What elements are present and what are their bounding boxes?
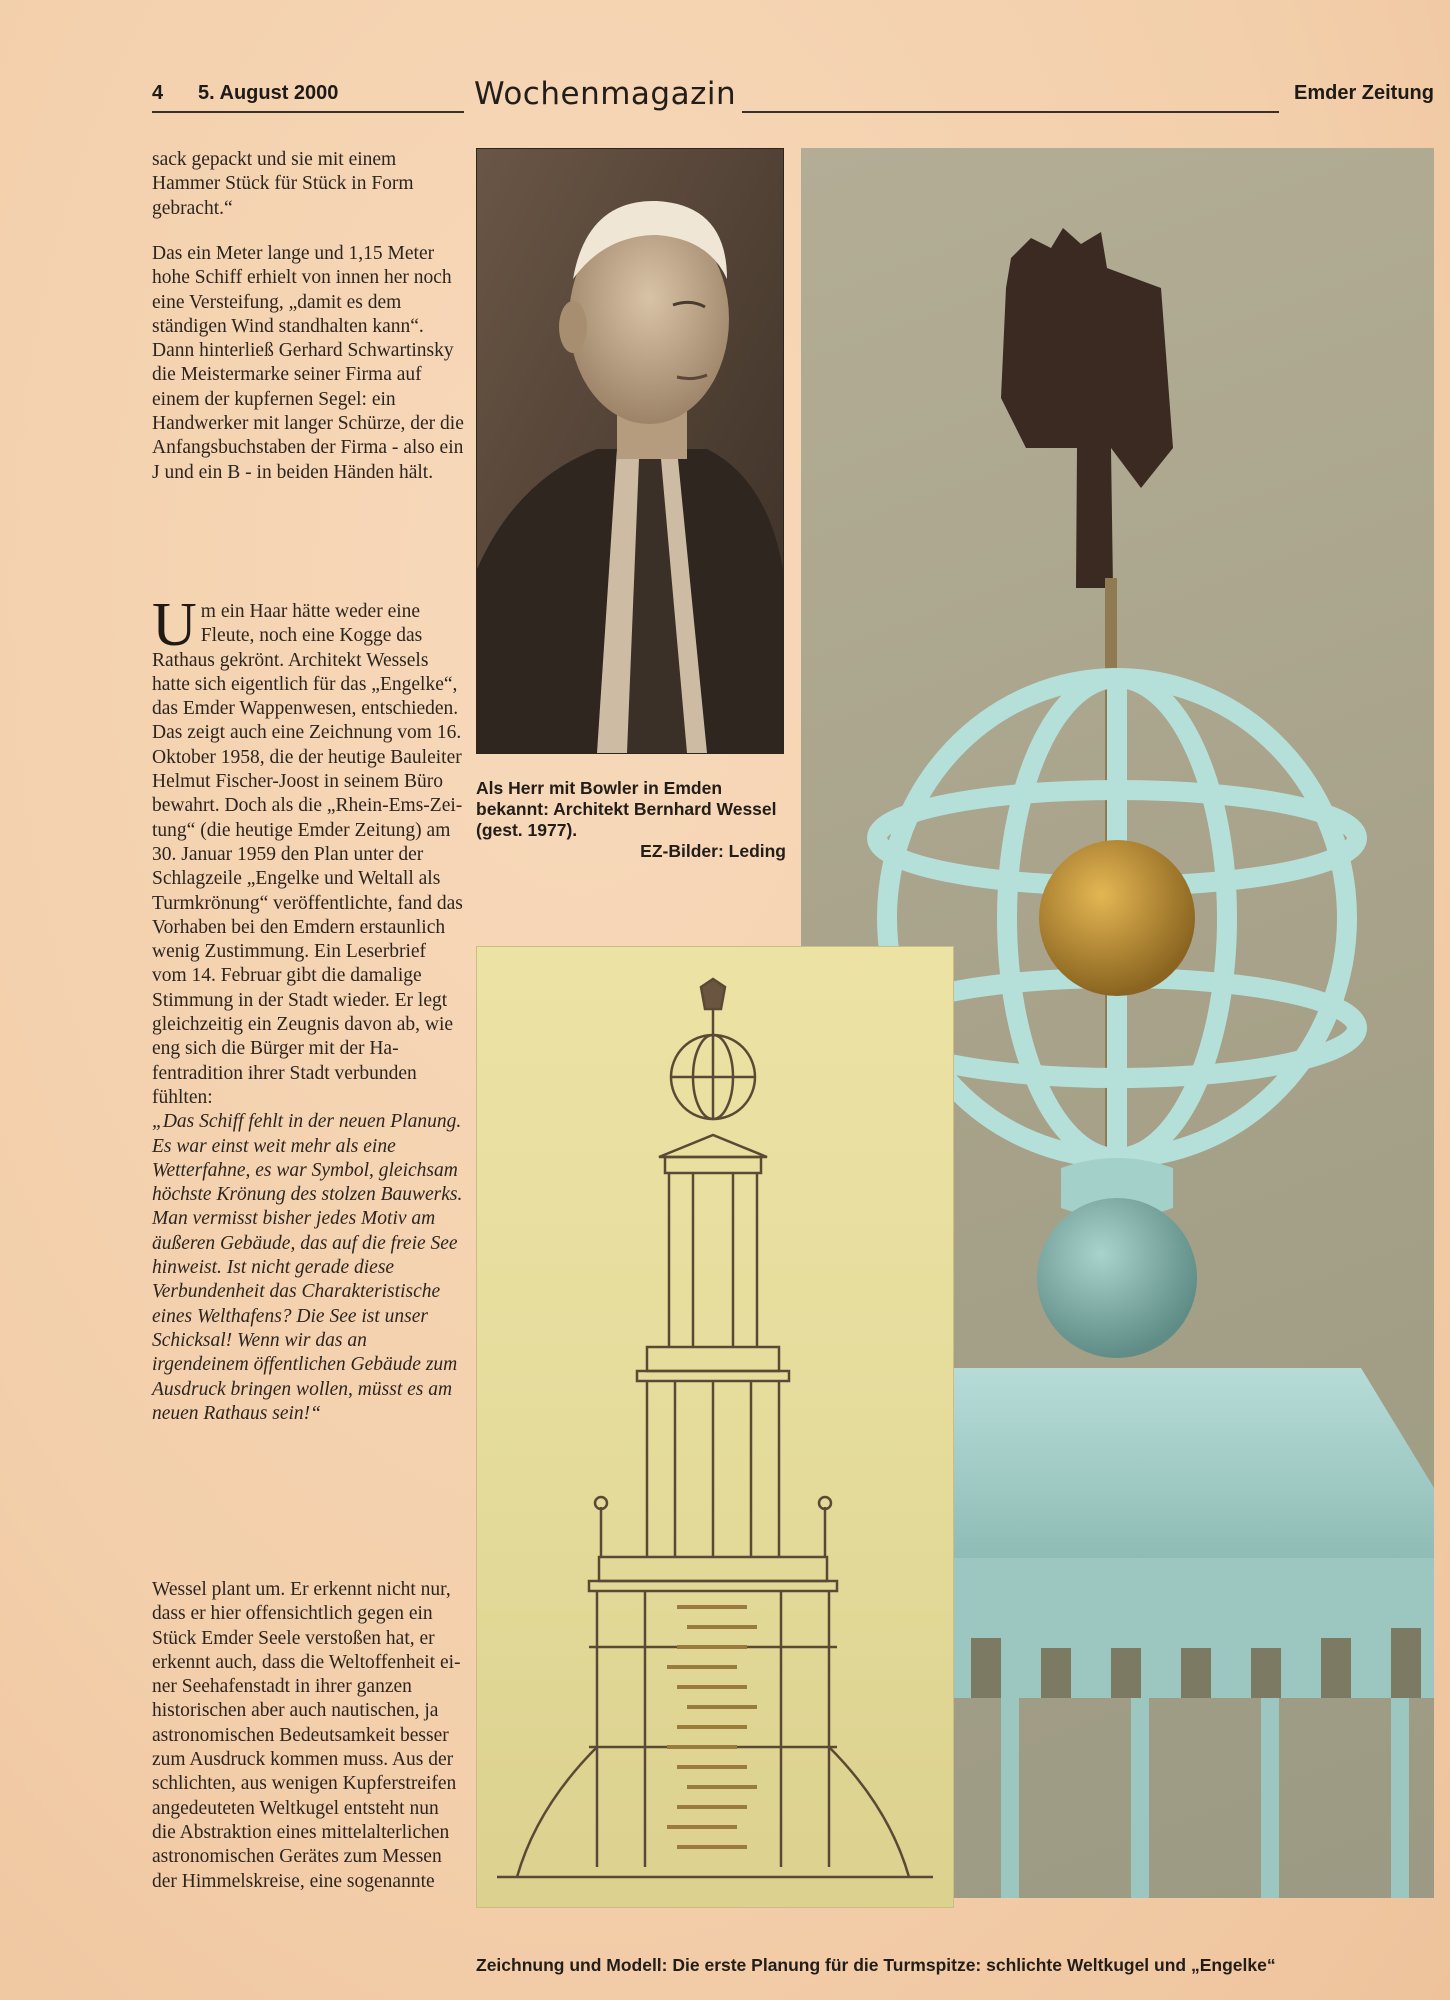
article-paragraph-2	[152, 242, 464, 485]
article-paragraph-5	[152, 1578, 464, 1894]
article-paragraph-3	[152, 591, 464, 1426]
portrait-caption-text: Als Herr mit Bowler in Emden bekannt: Architekt Bernhard Wessel (gest. 1977).	[476, 778, 777, 840]
portrait-illustration	[477, 149, 783, 753]
article-paragraph-1	[152, 148, 464, 221]
issue-date: 5. August 2000	[198, 82, 339, 104]
paragraph-text: Das ein Meter lange und 1,15 Meter hohe Schiff erhielt von innen her noch eine Versteifung, „damit es dem ständigen Wind standhalten kann“. Dann hinterließ Gerhard Schwartinsky die Meistermarke seiner Firma auf einem der kupfernen Segel: ein Handwerker mit langer Schürze, der die Anfangsbuchstaben der Firma - also ein J und ein B - in beiden Händen hält.	[152, 243, 464, 483]
reader-letter-quote: „Das Schiff fehlt in der neuen Planung. Es war einst weit mehr als eine Wetterfahne, es war Symbol, gleichsam höchste Krönung des stolzen Bauwerks. Man vermisst bisher jedes Motiv am äußeren Gebäude, das auf die freie See hinweist. Ist nicht gerade diese Verbundenheit das Charakteristische eines Welthafens? Die See ist unser Schicksal! Wenn wir das an irgendeinem öffentlichen Gebäude zum Ausdruck bringen wollen, müsst es am neuen Rathaus sein!“	[152, 1111, 463, 1424]
drop-cap: U	[152, 591, 197, 659]
paragraph-text: Wessel plant um. Er erkennt nicht nur, dass er hier offensichtlich gegen ein Stück Emder Seele verstoßen hat, er erkennt auch, dass die Weltoffenheit einer Seehafenstadt in ihrer ganzen historischen aber auch nautischen, ja astronomischen Bedeutsamkeit besser zum Ausdruck kommen muss. Aus der schlichten, aus wenigen Kupferstreifen angedeuteten Weltkugel entsteht nun die Abstraktion eines mittelalterlichen astronomischen Gerätes zum Messen der Himmelskreise, eine sogenannte	[152, 1579, 461, 1892]
drawing-model-caption: Zeichnung und Modell: Die erste Planung für die Turmspitze: schlichte Weltkugel und „Engelke“	[476, 1955, 1276, 1975]
tower-drawing-illustration	[477, 947, 953, 1907]
architect-portrait-photo	[476, 148, 784, 754]
header-rule-right	[742, 111, 1279, 113]
page-number: 4	[152, 82, 164, 104]
paragraph-text: sack gepackt und sie mit einem Hammer Stück für Stück in Form gebracht.“	[152, 149, 414, 219]
section-title: Wochenmagazin	[474, 76, 737, 112]
photo-credit: EZ-Bilder: Leding	[640, 841, 786, 861]
portrait-caption	[476, 778, 786, 862]
newspaper-name: Emder Zeitung	[1293, 82, 1434, 104]
header-rule-left	[152, 111, 464, 113]
paragraph-text: m ein Haar hätte weder eine Fleute, noch eine Kogge das Rathaus gekrönt. Architekt Wessels hatte sich eigentlich für das „Engelke“, das Emder Wappenwesen, entschieden. Das zeigt auch eine Zeichnung vom 16. Oktober 1958, die der heutige Bauleiter Helmut Fischer-Joost in seinem Büro bewahrt. Doch als die „Rhein-Ems-Zeitung“ (die heutige Emder Zeitung) am 30. Januar 1959 den Plan unter der Schlagzeile „Engelke und Weltall als Turmkrönung“ veröffentlichte, fand das Vorhaben bei den Emdern erstaunlich wenig Zustimmung. Ein Leserbrief vom 14. Februar gibt die damalige Stimmung in der Stadt wieder. Er legt gleichzeitig ein Zeugnis davon ab, wie eng sich die Bürger mit der Hafentradition ihrer Stadt verbunden fühlten:	[152, 601, 463, 1108]
tower-drawing	[476, 946, 954, 1908]
